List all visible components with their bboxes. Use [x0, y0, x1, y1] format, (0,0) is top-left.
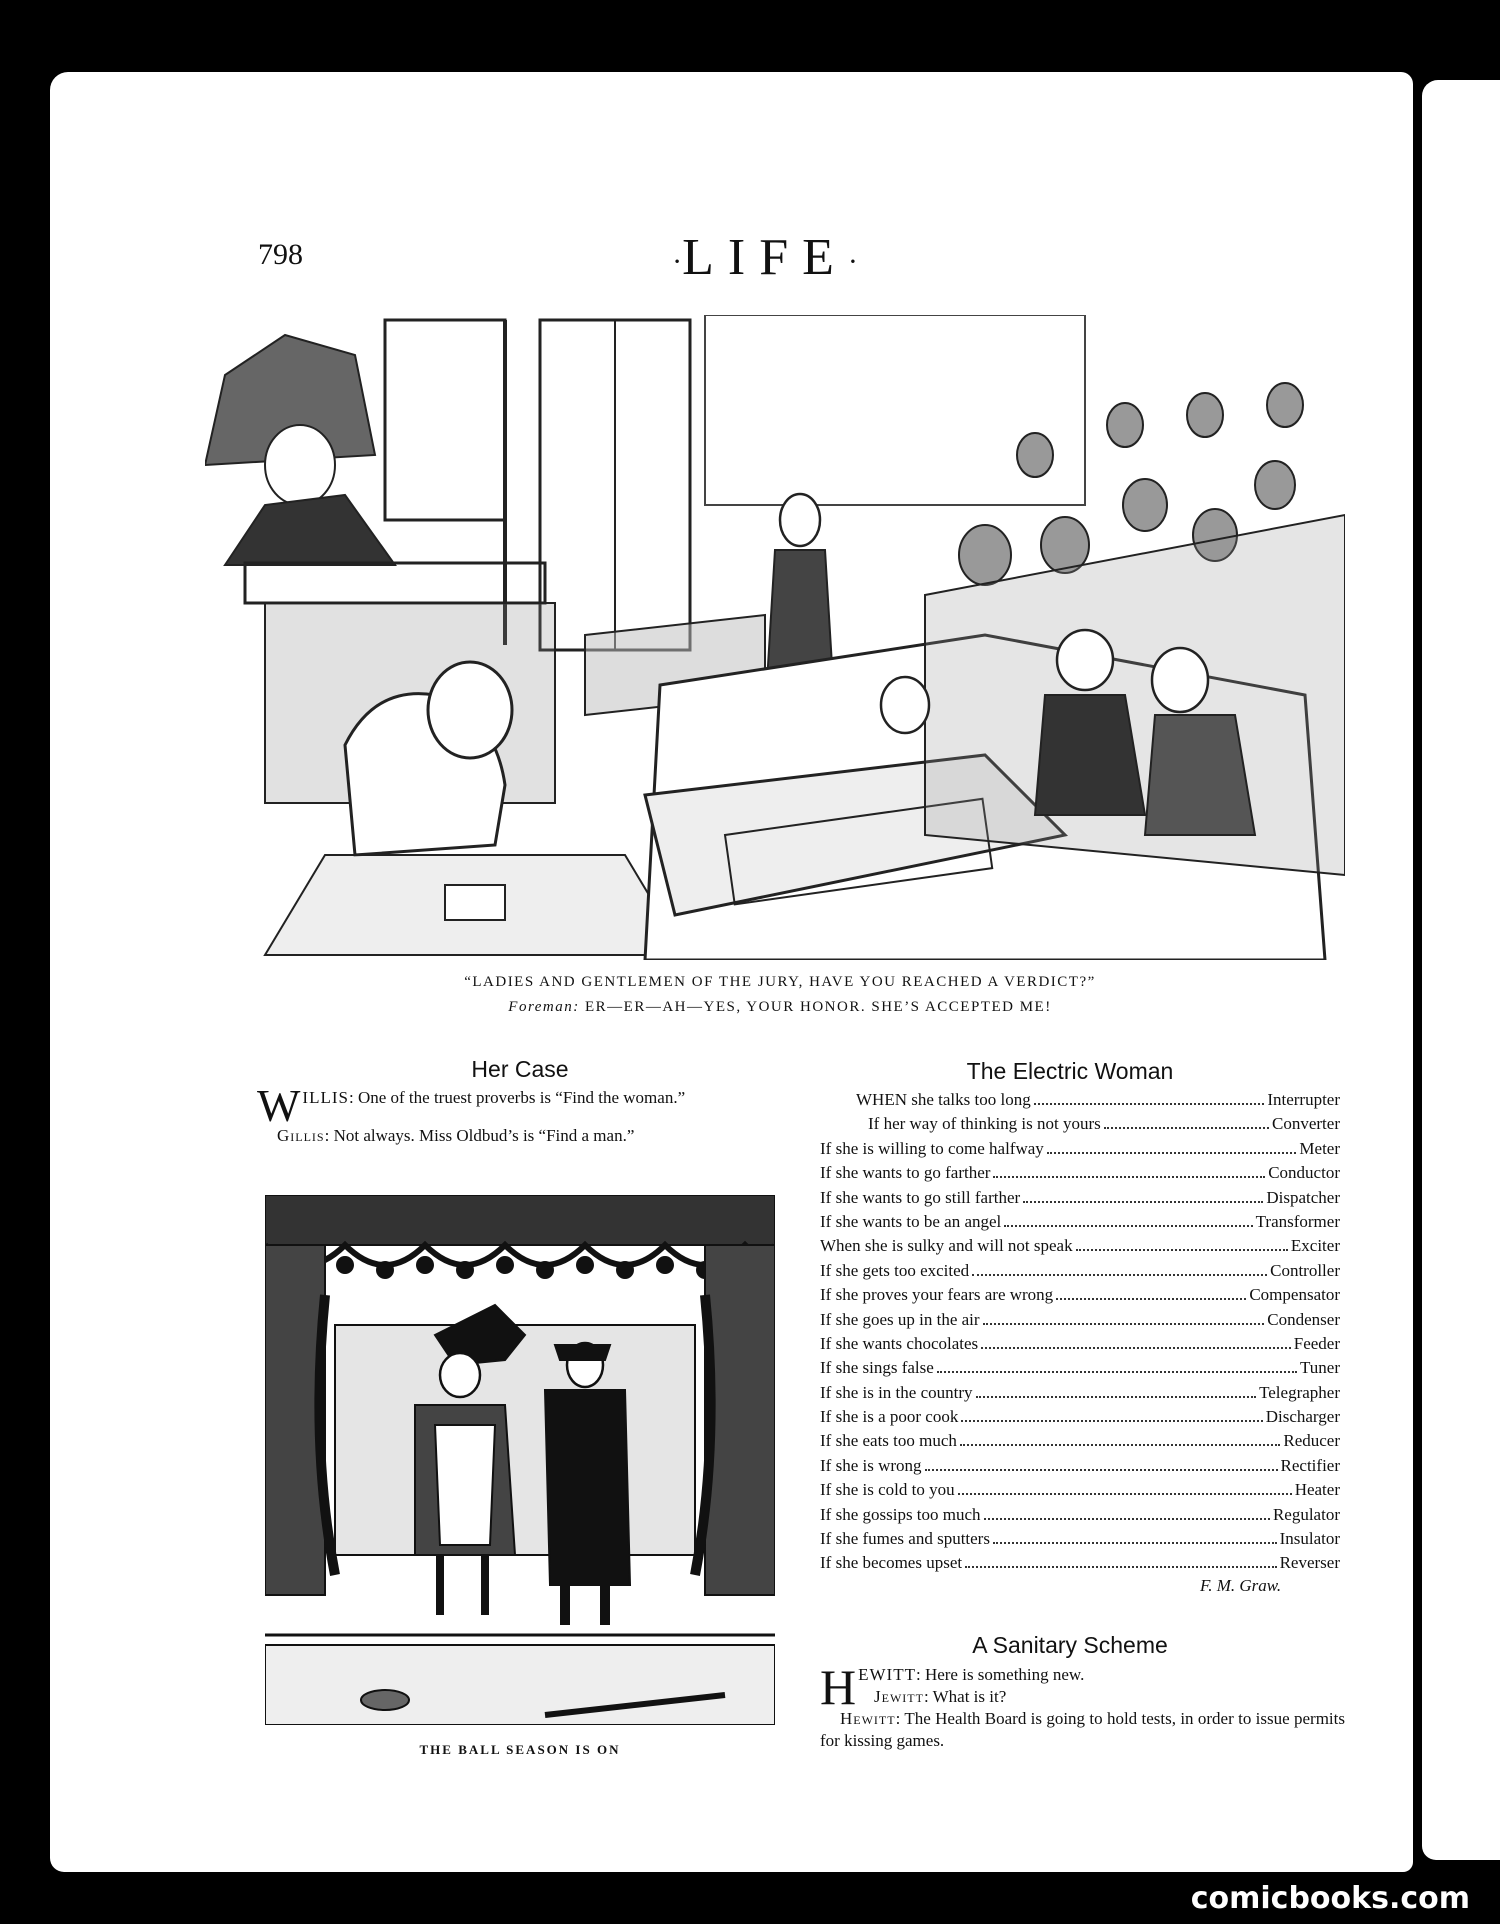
ball-season-cartoon: [265, 1195, 775, 1725]
verse-line-right: Compensator: [1249, 1285, 1340, 1305]
verse-line-left: If she gets too excited: [820, 1260, 970, 1280]
sanitary-line3: [820, 1708, 1345, 1752]
verse-line-right: Reducer: [1283, 1431, 1340, 1451]
source-watermark: comicbooks.com: [1190, 1881, 1470, 1916]
verse-line-right: Exciter: [1290, 1236, 1340, 1256]
verse-line-left: If she sings false: [820, 1358, 934, 1378]
her-case-text2: : Not always. Miss Oldbud’s is “Find a man.”: [324, 1126, 635, 1145]
electric-woman-byline: F. M. Graw.: [1200, 1576, 1282, 1595]
her-case-text1: : One of the truest proverbs is “Find the woman.”: [348, 1088, 686, 1107]
adjacent-page-edge: [1422, 80, 1500, 1860]
verse-line-right: Meter: [1299, 1138, 1340, 1158]
sanitary-scheme-title: A Sanitary Scheme: [972, 1632, 1168, 1658]
verse-line-right: Converter: [1272, 1114, 1340, 1134]
dot-leader: [1076, 1249, 1288, 1251]
verse-line-left: When she is sulky and will not speak: [820, 1236, 1073, 1256]
caption-answer-text: ER—ER—AH—YES, YOUR HONOR. SHE’S ACCEPTED ME!: [584, 999, 1052, 1015]
verse-line-right: Tuner: [1300, 1358, 1340, 1378]
masthead: [600, 228, 930, 287]
verse-line-right: Regulator: [1272, 1504, 1340, 1524]
dot-leader: [984, 1518, 1270, 1520]
verse-line: [820, 1529, 1340, 1553]
verse-line-right: Feeder: [1293, 1333, 1340, 1353]
verse-line-right: Heater: [1294, 1480, 1340, 1500]
verse-line-left: If she proves your fears are wrong: [820, 1285, 1054, 1305]
page-number: 798: [258, 238, 303, 271]
verse-line-left: If she is a poor cook: [820, 1407, 959, 1427]
verse-line-right: Conductor: [1268, 1163, 1340, 1183]
verse-line-left: If she wants to go farther: [820, 1163, 991, 1183]
verse-line-left: If she wants to be an angel: [820, 1211, 1002, 1231]
verse-line: [820, 1261, 1340, 1285]
verse-line: [820, 1090, 1340, 1114]
courtroom-caption-question: “LADIES AND GENTLEMEN OF THE JURY, HAVE YOU REACHED A VERDICT?”: [464, 974, 1096, 990]
sanitary-text3: : The Health Board is going to hold tests, in order to issue permits for kissing games.: [820, 1709, 1345, 1750]
courtroom-caption-answer: [380, 995, 1180, 1020]
dot-leader: [972, 1274, 1267, 1276]
verse-line: [820, 1139, 1340, 1163]
verse-line: [820, 1163, 1340, 1187]
verse-line: [820, 1456, 1340, 1480]
verse-line: [820, 1431, 1340, 1455]
verse-line-left: If she fumes and sputters: [820, 1529, 990, 1549]
dot-leader: [1023, 1201, 1263, 1203]
verse-line-left: If she is willing to come halfway: [820, 1138, 1044, 1158]
verse-line-right: Condenser: [1267, 1309, 1340, 1329]
courtroom-cartoon: [205, 315, 1345, 960]
her-case-body: [257, 1080, 782, 1148]
verse-line-right: Insulator: [1279, 1529, 1340, 1549]
dot-leader: [981, 1347, 1291, 1349]
masthead-title: LIFE: [682, 229, 848, 286]
verse-line: [820, 1334, 1340, 1358]
dot-leader: [961, 1420, 1262, 1422]
electric-woman-title: The Electric Woman: [966, 1058, 1174, 1084]
verse-line-left: If she eats too much: [820, 1431, 957, 1451]
verse-line: [820, 1212, 1340, 1236]
dot-leader: [965, 1566, 1276, 1568]
verse-line-left: If she wants chocolates: [820, 1333, 979, 1353]
her-case-speaker1: ILLIS: [302, 1088, 349, 1107]
dot-leader: [976, 1396, 1257, 1398]
dot-leader: [1047, 1152, 1297, 1154]
electric-woman-verse: [820, 1090, 1340, 1578]
dot-leader: [993, 1542, 1277, 1544]
verse-line: [820, 1505, 1340, 1529]
her-case-title: Her Case: [471, 1056, 569, 1082]
verse-line-left: If she goes up in the air: [820, 1309, 980, 1329]
her-case-dropcap: W: [257, 1080, 301, 1131]
verse-line-right: Controller: [1270, 1260, 1340, 1280]
verse-line: [820, 1285, 1340, 1309]
masthead-dot-left: ·: [672, 245, 683, 279]
verse-line: [820, 1310, 1340, 1334]
sanitary-line2: [820, 1686, 1345, 1708]
verse-line: [820, 1358, 1340, 1382]
sanitary-text2: : What is it?: [923, 1687, 1007, 1706]
verse-line-left: If she wants to go still farther: [820, 1187, 1021, 1207]
verse-line: [820, 1383, 1340, 1407]
sanitary-speaker1: EWITT: [858, 1665, 916, 1684]
verse-line: [820, 1236, 1340, 1260]
verse-line: [820, 1188, 1340, 1212]
her-case-line1: [257, 1080, 782, 1131]
her-case-speaker2: Gillis: [277, 1126, 325, 1145]
verse-line-left: If she is in the country: [820, 1382, 973, 1402]
dot-leader: [960, 1444, 1280, 1446]
verse-line: [820, 1407, 1340, 1431]
sanitary-dropcap: H: [820, 1659, 857, 1715]
verse-line-left: If she becomes upset: [820, 1553, 963, 1573]
dot-leader: [1004, 1225, 1252, 1227]
verse-line-right: Rectifier: [1280, 1455, 1340, 1475]
verse-line-right: Transformer: [1255, 1211, 1340, 1231]
verse-line: [820, 1553, 1340, 1577]
dot-leader: [1034, 1103, 1265, 1105]
verse-line: [820, 1114, 1340, 1138]
dot-leader: [983, 1323, 1265, 1325]
ball-season-caption: THE BALL SEASON IS ON: [419, 1742, 621, 1757]
dot-leader: [993, 1176, 1265, 1178]
dot-leader: [1104, 1127, 1269, 1129]
caption-speaker: Foreman:: [508, 999, 580, 1015]
courtroom-caption: [380, 970, 1180, 1020]
verse-line-left: If her way of thinking is not yours: [868, 1114, 1101, 1134]
dot-leader: [1056, 1298, 1246, 1300]
dot-leader: [925, 1469, 1278, 1471]
dot-leader: [937, 1371, 1297, 1373]
dot-leader: [958, 1493, 1292, 1495]
sanitary-speaker3: Hewitt: [840, 1709, 896, 1728]
verse-line-left: If she gossips too much: [820, 1504, 981, 1524]
verse-line-right: Telegrapher: [1259, 1382, 1340, 1402]
verse-line-right: Discharger: [1265, 1407, 1340, 1427]
verse-line-right: Dispatcher: [1266, 1187, 1340, 1207]
verse-line-left: WHEN she talks too long: [856, 1090, 1031, 1109]
her-case-line2: [257, 1124, 782, 1148]
masthead-dot-right: ·: [847, 245, 858, 279]
sanitary-speaker2: Jewitt: [874, 1687, 924, 1706]
verse-line: [820, 1480, 1340, 1504]
verse-line-left: If she is wrong: [820, 1455, 922, 1475]
verse-line-right: Interrupter: [1267, 1090, 1340, 1109]
verse-line-left: If she is cold to you: [820, 1480, 955, 1500]
verse-line-right: Reverser: [1279, 1553, 1340, 1573]
sanitary-scheme-body: [820, 1659, 1345, 1752]
sanitary-text1: : Here is something new.: [915, 1665, 1085, 1684]
